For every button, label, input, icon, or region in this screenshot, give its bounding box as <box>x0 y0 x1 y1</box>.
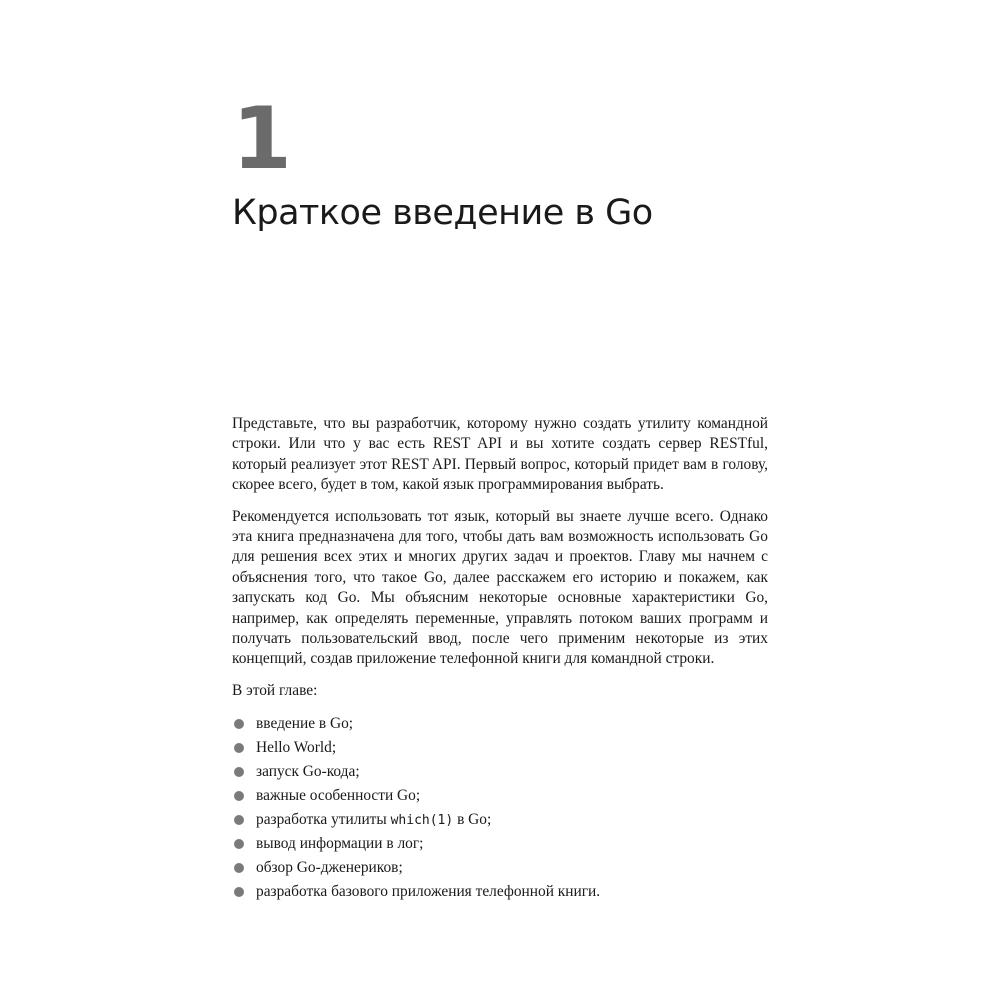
list-item <box>232 760 768 784</box>
bullet-icon <box>234 791 244 801</box>
bullet-icon <box>234 887 244 897</box>
list-item-text: важные особенности Go; <box>256 787 421 805</box>
bullet-icon <box>234 863 244 873</box>
list-item-text-before: разработка утилиты <box>256 811 391 829</box>
list-item-text: Hello World; <box>256 739 337 757</box>
paragraph: Представьте, что вы разработчик, которому нужно создать утилиту командной строки. Или что у вас есть REST API и вы хотите создать сервер RESTful, который реализует этот REST API. Первый вопрос, который придет вам в голову, скорее всего, будет в том, какой язык программирования выбрать. <box>232 415 768 494</box>
list-item <box>232 808 768 832</box>
list-item <box>232 880 768 904</box>
paragraph: Рекомендуется использовать тот язык, который вы знаете лучше всего. Однако эта книга предназначена для того, чтобы дать вам возможность использовать Go для решения всех этих и многих других задач и проектов. Главу мы начнем с объяснения того, что такое Go, далее расскажем его историю и покажем, как запускать код Go. Мы объясним некоторые основные характеристики Go, например, как определять переменные, управлять потоком ваших программ и получать пользовательский ввод, после чего применим некоторые из этих концепций, создав приложение телефонной книги для командной строки. <box>232 507 768 668</box>
list-item <box>232 832 768 856</box>
list-item <box>232 736 768 760</box>
bullet-icon <box>234 839 244 849</box>
list-intro: В этой главе: <box>232 681 318 699</box>
list-item-text: запуск Go-кода; <box>256 763 360 781</box>
bullet-icon <box>234 815 244 825</box>
bullet-icon <box>234 743 244 753</box>
list-item-text: обзор Go-дженериков; <box>256 859 403 877</box>
list-item-text: разработка базового приложения телефонной книги. <box>256 883 601 901</box>
chapter-number: 1 <box>232 89 292 189</box>
list-item-text: введение в Go; <box>256 715 354 733</box>
list-item-text: вывод информации в лог; <box>256 835 424 853</box>
list-item <box>232 856 768 880</box>
topics-list <box>232 712 768 904</box>
list-item <box>232 784 768 808</box>
list-item <box>232 712 768 736</box>
chapter-body <box>232 414 768 904</box>
bullet-icon <box>234 767 244 777</box>
inline-code: which(1) <box>390 813 454 829</box>
bullet-icon <box>234 719 244 729</box>
chapter-title: Краткое введение в Go <box>232 193 653 233</box>
list-item-text-after: в Go; <box>453 811 492 829</box>
